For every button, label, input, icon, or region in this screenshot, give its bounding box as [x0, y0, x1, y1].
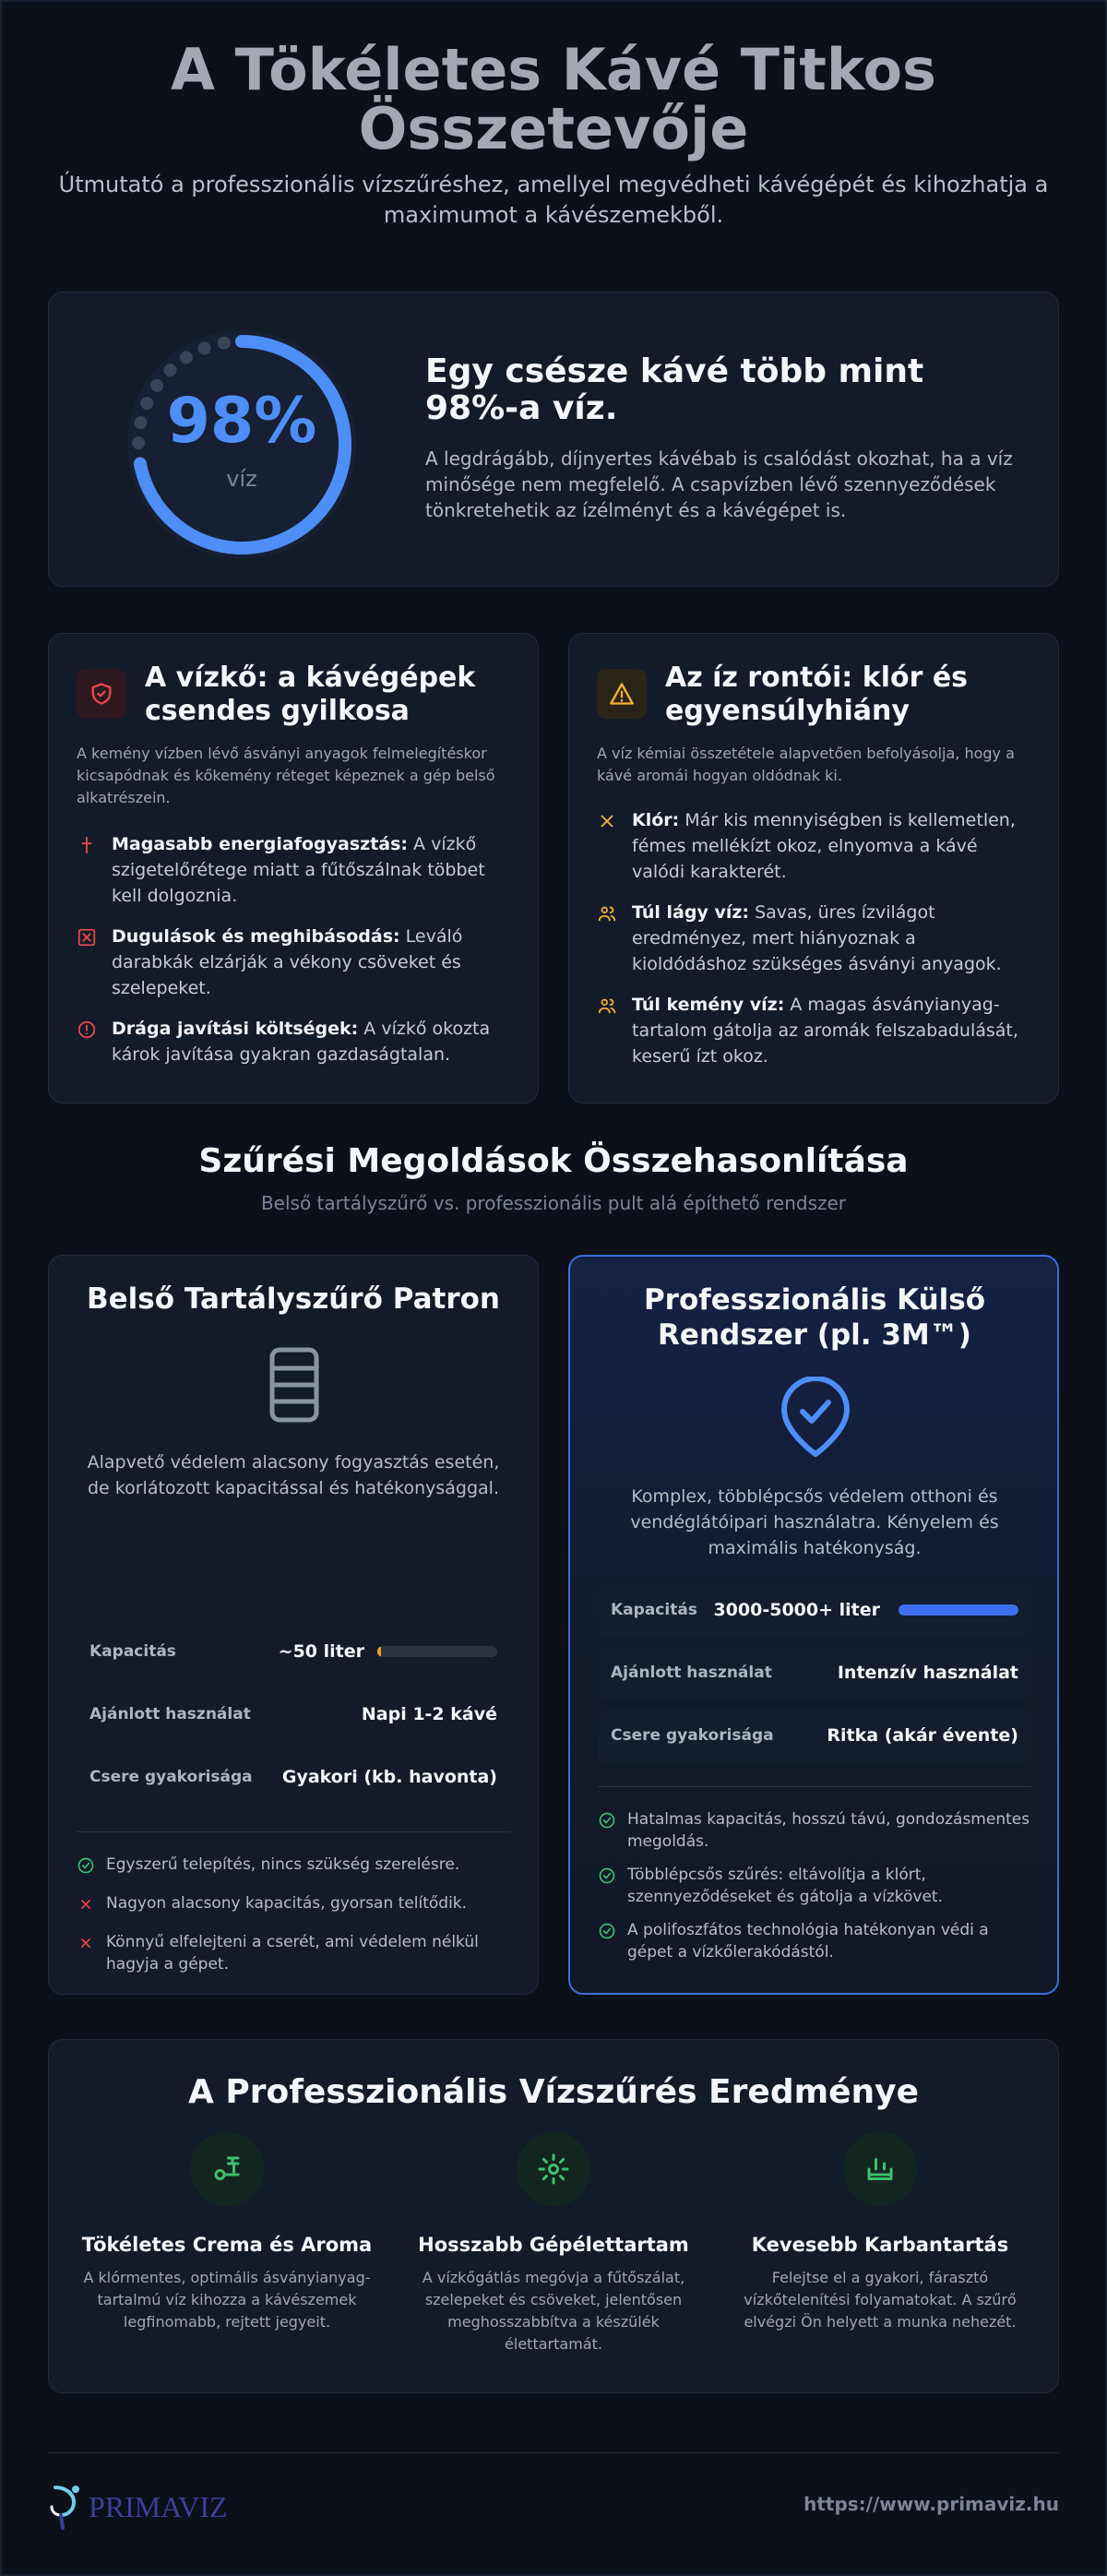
list-item	[77, 1854, 515, 1881]
page-subtitle: Útmutató a professzionális vízszűréshez, amellyel megvédheti kávégépét és kihozhatja a maximumot a kávészemekből.	[58, 172, 1049, 228]
list-item	[597, 807, 1035, 885]
spec-row-usage	[77, 1688, 510, 1741]
limescale-title: A vízkő: a kávégépek csendes gyilkosa	[145, 662, 476, 727]
blocked-icon	[77, 924, 112, 1001]
check-icon	[598, 1808, 627, 1853]
taste-title: Az íz rontói: klór és egyensúlyhiány	[665, 662, 969, 727]
result-text: A vízkőgátlás megóvja a fűtőszálat, szelepeket és csöveket, jelentősen meghosszabbítva a készülék élettartamát.	[422, 2269, 685, 2353]
check-icon	[77, 1854, 106, 1881]
percent-ring	[125, 328, 359, 562]
limescale-card	[48, 633, 539, 1103]
stat-card	[48, 292, 1059, 587]
basic-filter-description: Alapvető védelem alacsony fogyasztás esetén, de korlátozott kapacitással és hatékonysággal.	[87, 1452, 500, 1498]
spec-value: 3000-5000+ liter	[713, 1600, 880, 1620]
capacity-bar-fill	[899, 1604, 1018, 1616]
spec-row-capacity	[77, 1625, 510, 1678]
thermometer-icon	[77, 831, 112, 909]
spec-label: Kapacitás	[89, 1642, 176, 1661]
cross-icon	[597, 807, 632, 885]
spec-row-usage	[598, 1646, 1031, 1699]
item-bold: Dugulások és meghibásodás:	[112, 926, 400, 947]
coffee-machine-icon	[190, 2132, 264, 2206]
gear-icon	[517, 2132, 590, 2206]
point-text: Egyszerű telepítés, nincs szükség szerelésre.	[106, 1855, 460, 1874]
logo-text: PRIMAVIZ	[89, 2489, 228, 2523]
item-text: A magas ásványianyag-tartalom gátolja az aromák felszabadulását, keserű ízt okoz.	[632, 995, 1018, 1067]
pro-system-description: Komplex, többlépcsős védelem otthoni és vendéglátóipari használatra. Kényelem és maximális hatékonyság.	[630, 1486, 999, 1558]
list-item	[77, 924, 515, 1001]
basic-filter-specs	[77, 1625, 510, 1813]
pro-system-card	[568, 1255, 1059, 1995]
taste-intro: A víz kémiai összetétele alapvetően befolyásolja, hogy a kávé aromái hogyan oldódnak ki.	[597, 745, 1015, 784]
point-text: Nagyon alacsony kapacitás, gyorsan telítődik.	[106, 1894, 468, 1913]
basic-filter-title: Belső Tartályszűrő Patron	[87, 1282, 500, 1316]
taste-list	[597, 807, 1035, 1084]
page-title: A Tökéletes Kávé Titkos Összetevője	[171, 36, 936, 162]
x-icon	[77, 1931, 106, 1975]
pro-system-specs	[598, 1583, 1031, 1771]
alert-circle-icon	[77, 1016, 112, 1067]
point-text: A polifoszfátos technológia hatékonyan védi a gépet a vízkőlerakódástól.	[627, 1921, 989, 1962]
spec-label: Csere gyakorisága	[611, 1726, 774, 1745]
point-text: Könnyű elfelejteni a cserét, ami védelem nélkül hagyja a gépet.	[106, 1933, 479, 1974]
list-item	[597, 992, 1035, 1069]
point-text: Hatalmas kapacitás, hosszú távú, gondozásmentes megoldás.	[627, 1810, 1030, 1851]
item-bold: Klór:	[632, 810, 680, 830]
item-text: Leváló darabkák elzárják a vékony csöveket és szelepeket.	[112, 926, 463, 998]
comparison-subtitle: Belső tartályszűrő vs. professzionális pult alá építhető rendszer	[260, 1192, 847, 1214]
list-item	[77, 1931, 515, 1975]
item-text: A vízkő okozta károk javítása gyakran gazdaságtalan.	[112, 1019, 491, 1065]
spec-label: Kapacitás	[611, 1601, 697, 1619]
item-text: Már kis mennyiségben is kellemetlen, fémes mellékízt okoz, elnyomva a kávé valódi karakterét.	[632, 810, 1016, 882]
result-item	[730, 2132, 1030, 2333]
footer-divider	[48, 2452, 1059, 2453]
primaviz-logo[interactable]	[48, 2482, 228, 2532]
spec-value: Napi 1-2 kávé	[361, 1704, 497, 1724]
divider	[77, 1831, 510, 1832]
list-item	[597, 900, 1035, 977]
taste-card	[568, 633, 1059, 1103]
result-title: Hosszabb Gépélettartam	[418, 2234, 689, 2256]
result-item	[403, 2132, 704, 2355]
results-title: A Professzionális Vízszűrés Eredménye	[187, 2073, 920, 2111]
limescale-list	[77, 831, 515, 1082]
spec-label: Ajánlott használat	[611, 1664, 772, 1682]
capacity-bar	[377, 1646, 497, 1657]
logo-drop-icon	[48, 2482, 87, 2532]
spec-label: Ajánlott használat	[89, 1705, 251, 1723]
capacity-bar-fill	[377, 1646, 381, 1657]
result-item	[77, 2132, 377, 2333]
list-item	[77, 1892, 515, 1920]
shield-icon	[77, 669, 126, 719]
item-bold: Túl lágy víz:	[632, 902, 750, 923]
item-text: A vízkő szigetelőrétege miatt a fűtőszálnak többet kell dolgoznia.	[112, 834, 485, 906]
check-icon	[598, 1864, 627, 1908]
users-icon	[597, 992, 632, 1069]
basic-filter-card	[48, 1255, 539, 1995]
spec-value: Ritka (akár évente)	[827, 1725, 1018, 1746]
capacity-bar	[899, 1604, 1018, 1616]
spec-value: ~50 liter	[278, 1641, 364, 1662]
cartridge-icon	[267, 1346, 322, 1424]
percent-value: 98%	[166, 385, 317, 458]
item-bold: Túl kemény víz:	[632, 995, 785, 1015]
spec-value: Gyakori (kb. havonta)	[281, 1767, 497, 1787]
result-title: Tökéletes Crema és Aroma	[81, 2234, 373, 2256]
list-item	[598, 1919, 1036, 1963]
item-bold: Magasabb energiafogyasztás:	[112, 834, 409, 854]
item-bold: Drága javítási költségek:	[112, 1019, 359, 1039]
stat-text: A legdrágább, díjnyertes kávébab is csalódást okozhat, ha a víz minősége nem megfelelő. A csapvízben lévő szennyeződések tönkretehetik az ízélményt és a kávégépet is.	[425, 447, 1013, 521]
result-text: Felejtse el a gyakori, fárasztó vízkőtelenítési folyamatokat. A szűrő elvégzi Ön helyett a munka nehezét.	[744, 2269, 1017, 2331]
warning-icon	[597, 669, 647, 719]
point-text: Többlépcsős szűrés: eltávolítja a klórt, szennyeződéseket és gátolja a vízkövet.	[627, 1866, 943, 1906]
list-item	[77, 1016, 515, 1067]
x-icon	[77, 1892, 106, 1920]
shield-check-icon	[780, 1377, 851, 1458]
list-item	[77, 831, 515, 909]
stat-title: Egy csésze kávé több mint 98%-a víz.	[425, 352, 924, 427]
tools-icon	[843, 2132, 917, 2206]
basic-filter-points	[77, 1854, 515, 1986]
spec-row-replacement	[77, 1750, 510, 1804]
results-card	[48, 2039, 1059, 2393]
limescale-intro: A kemény vízben lévő ásványi anyagok felmelegítéskor kicsapódnak és kőkemény réteget képeznek a gép belső alkatrészein.	[77, 745, 495, 806]
check-icon	[598, 1919, 627, 1963]
pro-system-title: Professzionális Külső Rendszer (pl. 3M™)	[643, 1283, 986, 1352]
pro-system-points	[598, 1808, 1036, 1974]
result-text: A klórmentes, optimális ásványianyag-tartalmú víz kihozza a kávészemek legfinomabb, rejtett jegyeit.	[83, 2269, 371, 2331]
spec-label: Csere gyakorisága	[89, 1768, 253, 1786]
list-item	[598, 1808, 1036, 1853]
website-link[interactable]: https://www.primaviz.hu	[803, 2493, 1059, 2515]
list-item	[598, 1864, 1036, 1908]
spec-row-replacement	[598, 1709, 1031, 1762]
percent-label: víz	[226, 466, 257, 492]
result-title: Kevesebb Karbantartás	[751, 2234, 1009, 2256]
spec-value: Intenzív használat	[837, 1663, 1018, 1683]
users-icon	[597, 900, 632, 977]
comparison-title: Szűrési Megoldások Összehasonlítása	[198, 1142, 909, 1180]
divider	[598, 1786, 1031, 1787]
spec-row-capacity	[598, 1583, 1031, 1637]
item-text: Savas, üres ízvilágot eredményez, mert hiányoznak a kioldódáshoz szükséges ásványi anyagok.	[632, 902, 1002, 974]
